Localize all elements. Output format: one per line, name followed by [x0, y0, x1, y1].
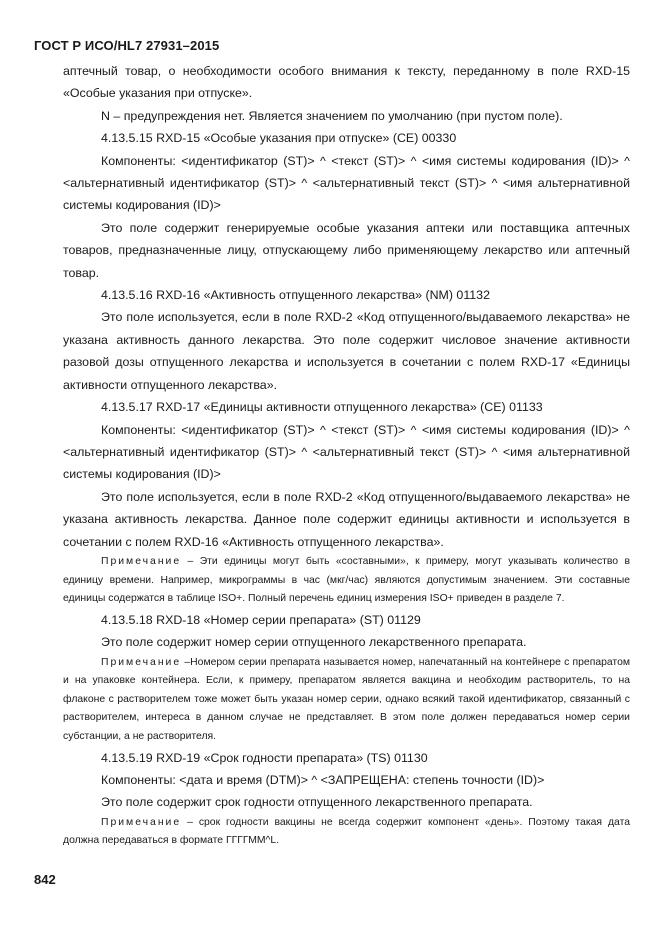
document-header: ГОСТ Р ИСО/HL7 27931–2015	[34, 38, 220, 53]
section-heading-rxd-17: 4.13.5.17 RXD-17 «Единицы активности отпущенного лекарства» (CE) 01133	[101, 400, 543, 415]
note-rxd-18	[63, 654, 630, 747]
paragraph-n-value: N – предупреждения нет. Является значением по умолчанию (при пустом поле).	[101, 108, 563, 123]
section-heading-rxd-19: 4.13.5.19 RXD-19 «Срок годности препарата» (TS) 01130	[101, 750, 428, 765]
paragraph-components-rxd-17: Компоненты: <идентификатор (ST)> ^ <текст (ST)> ^ <имя системы кодирования (ID)> ^ <альтернативный идентификатор (ST)> ^ <альтернативный текст (ST)> ^ <имя альтернативной системы кодирования (ID)>	[63, 422, 630, 482]
note-text: – срок годности вакцины не всегда содержит компонент «день». Поэтому такая дата должна передаваться в формате ГГГГММ^L.	[63, 816, 630, 847]
paragraph-rxd-19-description: Это поле содержит срок годности отпущенного лекарственного препарата.	[101, 795, 533, 810]
section-heading-rxd-16: 4.13.5.16 RXD-16 «Активность отпущенного лекарства» (NM) 01132	[101, 288, 490, 303]
paragraph-components-rxd-19: Компоненты: <дата и время (DTM)> ^ <ЗАПРЕЩЕНА: степень точности (ID)>	[101, 772, 545, 787]
section-heading-rxd-15: 4.13.5.15 RXD-15 «Особые указания при отпуске» (CE) 00330	[101, 131, 457, 146]
note-rxd-17	[63, 553, 630, 609]
paragraph-rxd-15-description: Это поле содержит генерируемые особые указания аптеки или поставщика аптечных товаров, предназначенные лицу, отпускающему либо применяющему лекарство или аптечный товар.	[63, 220, 630, 280]
note-rxd-19	[63, 814, 630, 851]
paragraph-rxd-17-description: Это поле используется, если в поле RXD-2 «Код отпущенного/выдаваемого лекарства» не указана активность лекарства. Данное поле содержит единицы активности и используется в сочетании с полем RXD-16 «Активность отпущенного лекарства».	[63, 489, 630, 549]
paragraph-rxd-18-description: Это поле содержит номер серии отпущенного лекарственного препарата.	[101, 635, 527, 650]
paragraph-rxd-16-description: Это поле используется, если в поле RXD-2 «Код отпущенного/выдаваемого лекарства» не указана активность данного лекарства. Это поле содержит числовое значение активности разовой дозы отпущенного лекарства и используется в сочетании с полем RXD-17 «Единицы активности отпущенного лекарства».	[63, 310, 630, 392]
note-label: Примечание	[101, 816, 182, 828]
page-number: 842	[34, 872, 56, 887]
page-body	[63, 60, 630, 851]
note-label: Примечание	[101, 656, 182, 668]
note-label: Примечание	[101, 555, 182, 567]
note-text: – Эти единицы могут быть «составными», к примеру, могут указывать количество в единицу времени. Например, микрограммы в час (мкг/час) являются допустимым значением. Эти составные единицы содержатся в таблице ISO+. Полный перечень единиц измерения ISO+ приведен в разделе 7.	[63, 555, 630, 605]
paragraph-continuation: аптечный товар, о необходимости особого внимания к тексту, переданному в поле RXD-15 «Особые указания при отпуске».	[63, 64, 630, 101]
section-heading-rxd-18: 4.13.5.18 RXD-18 «Номер серии препарата» (ST) 01129	[101, 612, 421, 627]
paragraph-components-rxd-15: Компоненты: <идентификатор (ST)> ^ <текст (ST)> ^ <имя системы кодирования (ID)> ^ <альтернативный идентификатор (ST)> ^ <альтернативный текст (ST)> ^ <имя альтернативной системы кодирования (ID)>	[63, 153, 630, 213]
note-text: –Номером серии препарата называется номер, напечатанный на контейнере с препаратом и на упаковке контейнера. Если, к примеру, препаратом является вакцина и необходим растворитель, то на флаконе с растворителем тоже может быть указан номер серии, однако всякий такой идентификатор, связанный с растворителем, интереса в данном случае не представляет. В этом поле должен передаваться номер серии субстанции, а не растворителя.	[63, 656, 630, 742]
